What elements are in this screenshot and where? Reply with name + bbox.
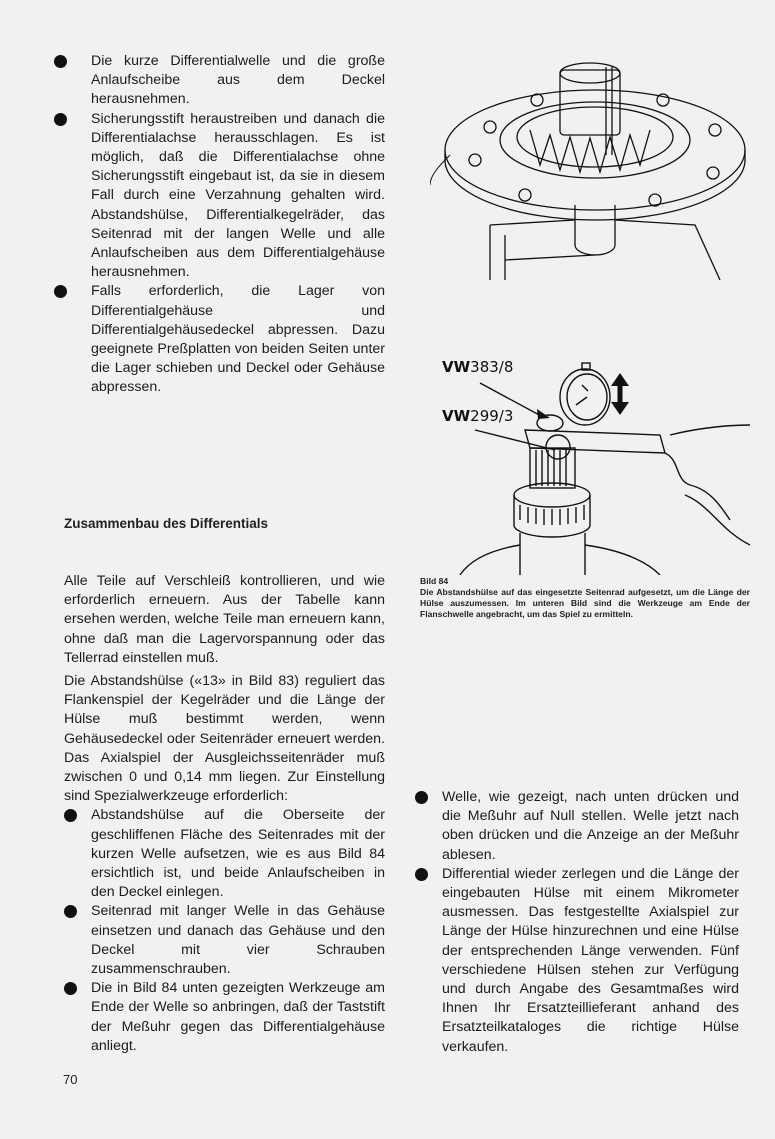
pointer-line-vw299 (475, 430, 555, 450)
page-number: 70 (63, 1072, 78, 1087)
section-heading: Zusammenbau des Differentials (64, 516, 269, 531)
bullet-dot-icon (54, 113, 67, 126)
bullet-list (91, 806, 385, 1056)
bullet-item: Falls erforderlich, die Lager von Differentialgehäuse und Differentialgehäusedeckel abpressen. Dazu geeignete Preßplatten von beiden Seiten unter die Lager schieben und Deckel oder Gehäuse abpressen. (91, 282, 385, 397)
right-column-bottom (442, 788, 739, 1057)
paragraph: Die Abstandshülse («13» in Bild 83) reguliert das Flankenspiel der Kegelräder und die Länge der Hülse muß bestimmt werden, wenn Gehäusedeckel oder Seitenräder erneuert werden. Das Axialspiel der Ausgleichsseitenräder muß zwischen 0 und 0,14 mm liegen. Zur Einstellung sind Spezialwerkzeuge erforderlich: (64, 673, 385, 805)
bullet-item: Welle, wie gezeigt, nach unten drücken und die Meßuhr auf Null stellen. Welle jetzt nach oben drücken und die Anzeige an der Meßuhr ablesen. (442, 788, 739, 865)
bullet-dot-icon (64, 982, 77, 995)
housing-body (460, 545, 660, 575)
bullet-item: Differential wieder zerlegen und die Länge der eingebauten Hülse mit einem Mikrometer ausmessen. Das festgestellte Axialspiel zur Länge der Hülse hinzurechnen und eine Hülse der entsprechenden Länge verwenden. Fünf verschiedene Hülsen stehen zur Verfügung und durch Angabe des Gesamtmaßes wird Ihnen Ihr Ersatzteillieferant anhand des Ersatzteilkataloges die richtige Hülse verkaufen. (442, 865, 739, 1057)
bullet-item: Abstandshülse auf die Oberseite der geschliffenen Fläche des Seitenrades mit der kurzen Welle aufsetzen, wie es aus Bild 84 ersichtlich ist, und beide Anlaufscheiben in den Deckel einlegen. (91, 806, 385, 902)
inner-ring-2 (517, 107, 673, 167)
bullet-item: Die kurze Differentialwelle und die große Anlaufscheibe aus dem Deckel herausnehmen. (91, 52, 385, 110)
caption-title: Bild 84 (420, 576, 449, 586)
housing-neck (520, 533, 585, 575)
hand (665, 425, 750, 545)
measuring-tools-illustration (420, 355, 775, 575)
caption-text: Die Abstandshülse auf das eingesetzte Seitenrad aufgesetzt, um die Länge der Hülse auszumessen. Im unteren Bild sind die Werkzeuge am Ende der Flanschwelle angebracht, um das Spiel zu ermitteln. (420, 587, 750, 619)
bearing (514, 483, 590, 537)
differential-housing-illustration (430, 55, 770, 280)
dial-gauge (560, 363, 610, 425)
bullet-dot-icon (54, 55, 67, 68)
bullet-dot-icon (415, 868, 428, 881)
bullet-dot-icon (64, 905, 77, 918)
figure-caption (420, 576, 750, 620)
paragraph: Alle Teile auf Verschleiß kontrollieren, und wie erforderlich erneuern. Aus der Tabelle kann ersehen werden, welche Teile man erneuern kann, ohne daß man die Lagervorspannung oder das Tellerrad einstellen muß. (64, 573, 385, 666)
tool-label-vw299: VW299/3 (442, 407, 514, 425)
left-column-top (91, 52, 385, 398)
bullet-dot-icon (54, 285, 67, 298)
tool-label-vw383: VW383/8 (442, 358, 514, 376)
up-down-arrow-icon (611, 373, 629, 415)
bevel-gear (530, 130, 650, 172)
bullet-item: Seitenrad mit langer Welle in das Gehäuse einsetzen und danach das Gehäuse und den Deckel mit vier Schrauben zusammenschrauben. (91, 902, 385, 979)
sleeve-top (560, 63, 620, 83)
bullet-dot-icon (415, 791, 428, 804)
flange-outline (445, 90, 745, 210)
bullet-item: Die in Bild 84 unten gezeigten Werkzeuge am Ende der Welle so anbringen, daß der Taststift der Meßuhr gegen das Differentialgehäuse anliegt. (91, 979, 385, 1056)
bullet-dot-icon (64, 809, 77, 822)
measuring-bracket (525, 415, 665, 459)
bullet-item: Sicherungsstift heraustreiben und danach die Differentialachse herausschlagen. Es ist möglich, daß die Differentialachse ohne Sicherungsstift eingebaut ist, da sie in diesem Fall durch eine Verzahnung gehalten wird. Abstandshülse, Differentialkegelräder, das Seitenrad mit der langen Welle und alle Anlaufscheiben aus dem Differentialgehäuse herausnehmen. (91, 110, 385, 283)
left-column-bottom (64, 572, 385, 1056)
